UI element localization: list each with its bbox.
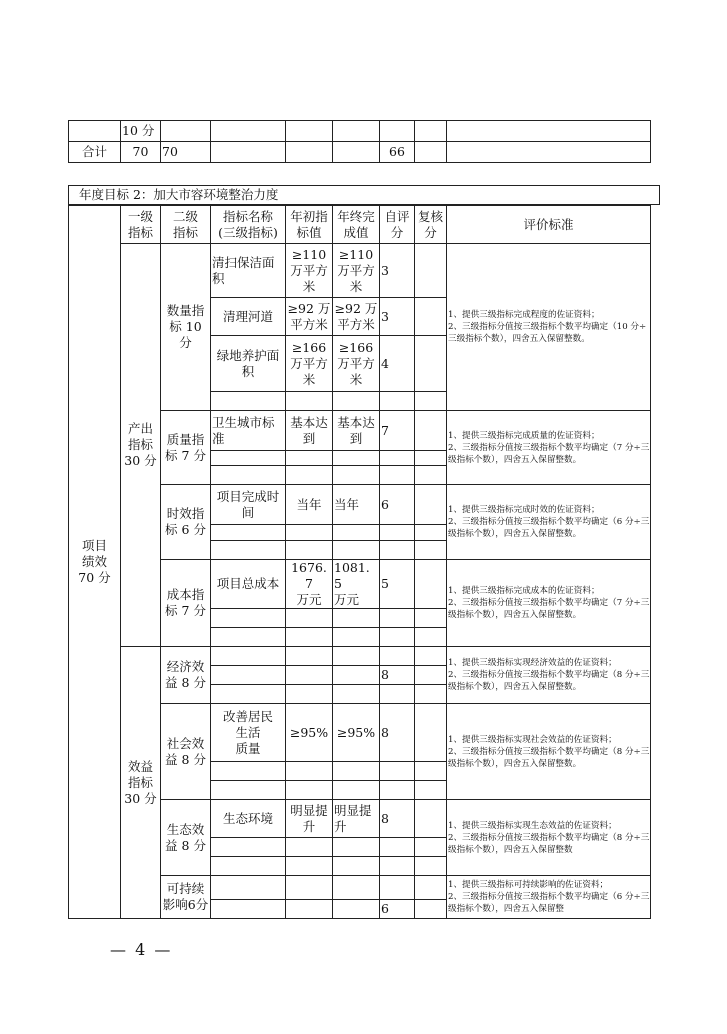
header-initial: 年初指 标值 bbox=[286, 206, 333, 244]
quality-criteria: 1、提供三级指标完成质量的佐证资料； 2、三级指标分值按三级指标个数平均确定（7 分÷三级指标个数），四舍五入保留整数。 bbox=[447, 411, 651, 485]
social-self: 8 bbox=[380, 704, 415, 762]
total-initial: 70 bbox=[161, 142, 211, 163]
quantity-initial-1: ≥110 万平方 米 bbox=[286, 244, 333, 298]
quantity-initial-2: ≥92 万 平方米 bbox=[286, 298, 333, 336]
quality-initial: 基本达 到 bbox=[286, 411, 333, 451]
page-number: — 4 — bbox=[110, 940, 173, 959]
goal-title: 年度目标 2：加大市容环境整治力度 bbox=[68, 185, 660, 205]
header-review: 复核 分 bbox=[415, 206, 447, 244]
total-row bbox=[69, 142, 651, 163]
ecological-name: 生态环境 bbox=[211, 800, 286, 838]
quality-final: 基本达 到 bbox=[333, 411, 380, 451]
header-name: 指标名称 (三级指标) bbox=[211, 206, 286, 244]
social-final: ≥95% bbox=[333, 704, 380, 762]
quantity-name-3: 绿地养护面 积 bbox=[211, 336, 286, 392]
sustainable-label: 可持续 影响6分 bbox=[161, 876, 211, 919]
quantity-final-3: ≥166 万平方 米 bbox=[333, 336, 380, 392]
header-final: 年终完 成值 bbox=[333, 206, 380, 244]
project-performance-label: 项目 绩效 70 分 bbox=[69, 206, 121, 919]
cost-name: 项目总成本 bbox=[211, 560, 286, 609]
timeliness-name: 项目完成时 间 bbox=[211, 485, 286, 525]
total-self-score: 66 bbox=[380, 142, 415, 163]
timeliness-criteria: 1、提供三级指标完成时效的佐证资料； 2、三级指标分值按三级指标个数平均确定（6 分÷三级指标个数），四舍五入保留整数。 bbox=[447, 485, 651, 560]
total-weight: 70 bbox=[121, 142, 161, 163]
cost-final: 1081. 5 万元 bbox=[333, 560, 380, 609]
quantity-self-2: 3 bbox=[380, 298, 415, 336]
economic-label: 经济效 益 8 分 bbox=[161, 647, 211, 704]
sustainable-criteria: 1、提供三级指标可持续影响的佐证资料； 2、三级指标分值按三级指标个数平均确定（6 分÷三级指标个数），四舍五入保留整 bbox=[447, 876, 651, 919]
cost-initial: 1676. 7 万元 bbox=[286, 560, 333, 609]
ecological-criteria: 1、提供三级指标实现生态效益的佐证资料； 2、三级指标分值按三级指标个数平均确定（8 分÷三级指标个数），四舍五入保留整数 bbox=[447, 800, 651, 876]
output-indicator-label: 产出 指标 30 分 bbox=[121, 244, 161, 647]
quantity-final-1: ≥110 万平方 米 bbox=[333, 244, 380, 298]
header-level1: 一级 指标 bbox=[121, 206, 161, 244]
quantity-name-2: 清理河道 bbox=[211, 298, 286, 336]
ecological-self: 8 bbox=[380, 800, 415, 838]
cost-criteria: 1、提供三级指标完成成本的佐证资料； 2、三级指标分值按三级指标个数平均确定（7 分÷三级指标个数），四舍五入保留整数。 bbox=[447, 560, 651, 647]
quantity-initial-3: ≥166 万平方 米 bbox=[286, 336, 333, 392]
quantity-self-1: 3 bbox=[380, 244, 415, 298]
ecological-final: 明显提 升 bbox=[333, 800, 380, 838]
quantity-name-1: 清扫保洁面 积 bbox=[211, 244, 286, 298]
economic-self: 8 bbox=[380, 666, 415, 685]
quantity-criteria: 1、提供三级指标完成程度的佐证资料； 2、三级指标分值按三级指标个数平均确定（10 分÷三级指标个数），四舍五入保留整数。 bbox=[447, 244, 651, 411]
social-label: 社会效 益 8 分 bbox=[161, 704, 211, 800]
timeliness-label: 时效指 标 6 分 bbox=[161, 485, 211, 560]
timeliness-initial: 当年 bbox=[286, 485, 333, 525]
header-self: 自评 分 bbox=[380, 206, 415, 244]
benefit-indicator-label: 效益 指标 30 分 bbox=[121, 647, 161, 919]
quality-label: 质量指 标 7 分 bbox=[161, 411, 211, 485]
timeliness-self: 6 bbox=[380, 485, 415, 525]
summary-table bbox=[68, 120, 651, 163]
header-row bbox=[69, 206, 651, 244]
cost-label: 成本指 标 7 分 bbox=[161, 560, 211, 647]
performance-table bbox=[68, 205, 651, 919]
ecological-initial: 明显提 升 bbox=[286, 800, 333, 838]
sustainable-self: 6 bbox=[380, 900, 415, 919]
total-label: 合计 bbox=[69, 142, 121, 163]
table-row bbox=[69, 244, 651, 298]
quantity-final-2: ≥92 万 平方米 bbox=[333, 298, 380, 336]
social-initial: ≥95% bbox=[286, 704, 333, 762]
economic-criteria: 1、提供三级指标实现经济效益的佐证资料； 2、三级指标分值按三级指标个数平均确定（8 分÷三级指标个数），四舍五入保留整数。 bbox=[447, 647, 651, 704]
cost-self: 5 bbox=[380, 560, 415, 609]
quality-name: 卫生城市标 准 bbox=[211, 411, 286, 451]
header-criteria: 评价标准 bbox=[447, 206, 651, 244]
header-level2: 二级 指标 bbox=[161, 206, 211, 244]
timeliness-final: 当年 bbox=[333, 485, 380, 525]
table-row bbox=[69, 647, 651, 666]
quantity-self-3: 4 bbox=[380, 336, 415, 392]
weight-cell: 10 分 bbox=[121, 121, 161, 142]
quantity-label: 数量指 标 10 分 bbox=[161, 244, 211, 411]
quality-self: 7 bbox=[380, 411, 415, 451]
table-row bbox=[69, 121, 651, 142]
social-criteria: 1、提供三级指标实现社会效益的佐证资料； 2、三级指标分值按三级指标个数平均确定（8 分÷三级指标个数），四舍五入保留整数。 bbox=[447, 704, 651, 800]
social-name: 改善居民 生活 质量 bbox=[211, 704, 286, 762]
ecological-label: 生态效 益 8 分 bbox=[161, 800, 211, 876]
